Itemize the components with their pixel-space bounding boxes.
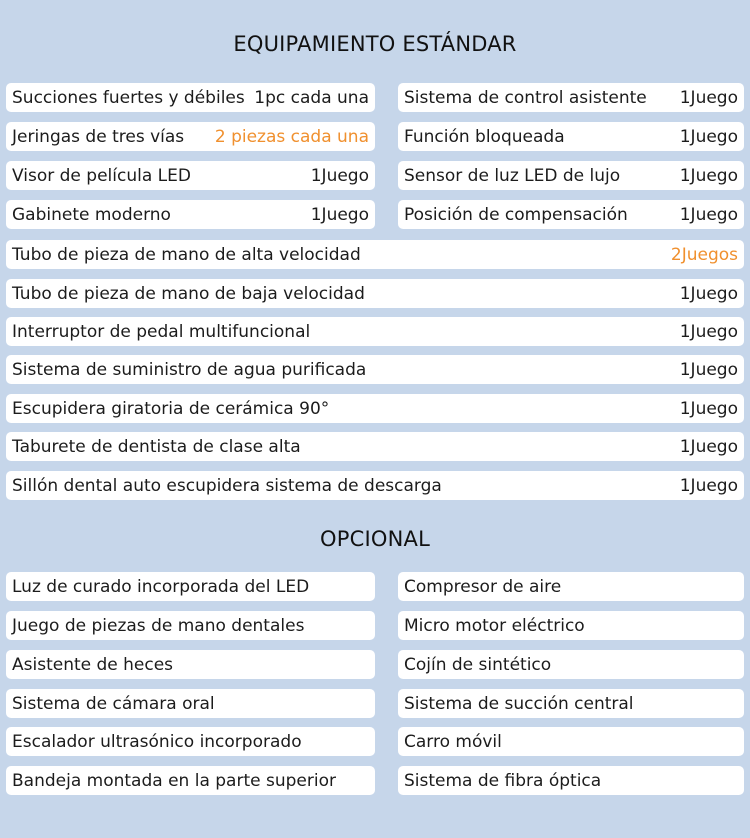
- standard-item: [6, 432, 744, 461]
- optional-item: [398, 727, 744, 756]
- item-label: Posición de compensación: [404, 204, 628, 225]
- standard-item: [6, 83, 375, 112]
- item-label: Sistema de control asistente: [404, 87, 647, 108]
- optional-item: [398, 572, 744, 601]
- item-quantity: 1Juego: [679, 436, 738, 457]
- standard-item: [6, 279, 744, 308]
- item-label: Succiones fuertes y débiles: [12, 87, 245, 108]
- item-quantity: 1Juego: [310, 204, 369, 225]
- item-label: Carro móvil: [404, 731, 502, 752]
- optional-item: [6, 727, 375, 756]
- optional-item: [6, 650, 375, 679]
- item-quantity: 2 piezas cada una: [214, 126, 369, 147]
- optional-item: [6, 572, 375, 601]
- item-label: Bandeja montada en la parte superior: [12, 770, 336, 791]
- item-label: Visor de película LED: [12, 165, 191, 186]
- item-quantity: 1pc cada una: [254, 87, 369, 108]
- item-quantity: 2Juegos: [670, 244, 738, 265]
- item-label: Luz de curado incorporada del LED: [12, 576, 310, 597]
- optional-item: [6, 611, 375, 640]
- item-label: Sistema de suministro de agua purificada: [12, 359, 367, 380]
- item-label: Cojín de sintético: [404, 654, 552, 675]
- standard-item: [6, 161, 375, 190]
- item-quantity: 1Juego: [310, 165, 369, 186]
- standard-item: [398, 161, 744, 190]
- optional-item: [6, 766, 375, 795]
- item-quantity: 1Juego: [679, 283, 738, 304]
- standard-section-title: EQUIPAMIENTO ESTÁNDAR: [233, 32, 517, 56]
- standard-item: [6, 355, 744, 384]
- standard-item: [398, 83, 744, 112]
- optional-item: [6, 689, 375, 718]
- standard-item: [6, 317, 744, 346]
- item-label: Sistema de fibra óptica: [404, 770, 602, 791]
- standard-item: [6, 240, 744, 269]
- item-label: Juego de piezas de mano dentales: [12, 615, 305, 636]
- item-quantity: 1Juego: [679, 398, 738, 419]
- optional-section-title: OPCIONAL: [320, 527, 430, 551]
- optional-item: [398, 689, 744, 718]
- item-label: Función bloqueada: [404, 126, 565, 147]
- item-label: Compresor de aire: [404, 576, 562, 597]
- item-label: Escalador ultrasónico incorporado: [12, 731, 302, 752]
- item-label: Escupidera giratoria de cerámica 90°: [12, 398, 330, 419]
- item-label: Tubo de pieza de mano de baja velocidad: [12, 283, 365, 304]
- item-quantity: 1Juego: [679, 87, 738, 108]
- item-label: Micro motor eléctrico: [404, 615, 585, 636]
- standard-item: [398, 200, 744, 229]
- item-label: Tubo de pieza de mano de alta velocidad: [12, 244, 361, 265]
- optional-item: [398, 650, 744, 679]
- item-quantity: 1Juego: [679, 359, 738, 380]
- item-label: Interruptor de pedal multifuncional: [12, 321, 311, 342]
- standard-item: [6, 471, 744, 500]
- item-label: Sistema de cámara oral: [12, 693, 215, 714]
- standard-item: [6, 394, 744, 423]
- optional-item: [398, 611, 744, 640]
- item-label: Gabinete moderno: [12, 204, 171, 225]
- item-label: Jeringas de tres vías: [12, 126, 185, 147]
- item-quantity: 1Juego: [679, 475, 738, 496]
- item-label: Sillón dental auto escupidera sistema de descarga: [12, 475, 442, 496]
- item-quantity: 1Juego: [679, 165, 738, 186]
- optional-item: [398, 766, 744, 795]
- item-quantity: 1Juego: [679, 204, 738, 225]
- item-quantity: 1Juego: [679, 126, 738, 147]
- standard-item: [398, 122, 744, 151]
- item-label: Sensor de luz LED de lujo: [404, 165, 621, 186]
- item-label: Sistema de succión central: [404, 693, 634, 714]
- item-quantity: 1Juego: [679, 321, 738, 342]
- standard-item: [6, 200, 375, 229]
- standard-item: [6, 122, 375, 151]
- item-label: Asistente de heces: [12, 654, 174, 675]
- item-label: Taburete de dentista de clase alta: [12, 436, 301, 457]
